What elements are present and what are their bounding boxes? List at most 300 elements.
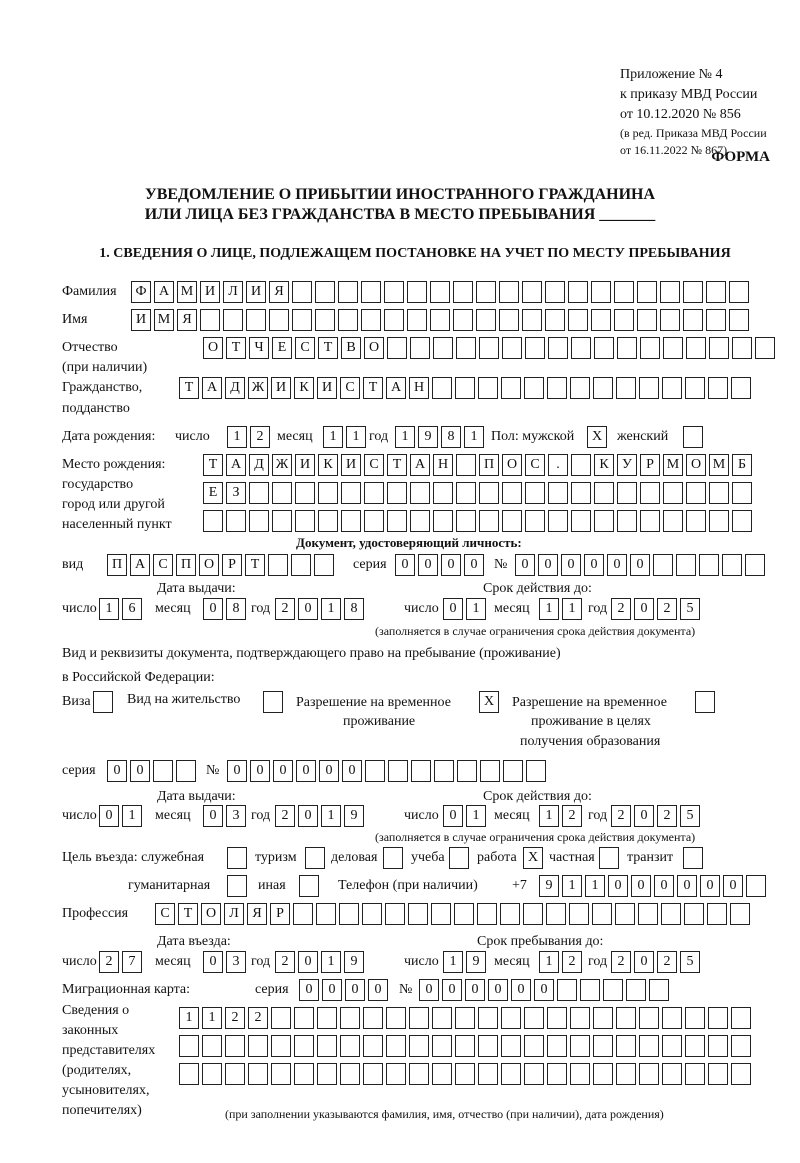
char-box[interactable] <box>223 309 243 331</box>
char-box[interactable] <box>592 903 612 925</box>
char-box[interactable] <box>547 377 567 399</box>
char-box[interactable] <box>663 337 683 359</box>
doc-number-field[interactable] <box>515 554 768 576</box>
char-box[interactable] <box>314 554 334 576</box>
char-box[interactable] <box>640 510 660 532</box>
char-box[interactable]: 0 <box>634 805 654 827</box>
char-box[interactable] <box>684 903 704 925</box>
right-issue-year-field[interactable] <box>275 805 367 827</box>
char-box[interactable]: 0 <box>584 554 604 576</box>
birth-month-field[interactable] <box>323 426 369 448</box>
char-box[interactable]: 1 <box>464 426 484 448</box>
right-number-field[interactable] <box>227 760 549 782</box>
char-box[interactable]: 0 <box>203 805 223 827</box>
char-box[interactable] <box>225 1063 245 1085</box>
char-box[interactable]: Р <box>222 554 242 576</box>
char-box[interactable] <box>580 979 600 1001</box>
char-box[interactable]: А <box>226 454 246 476</box>
char-box[interactable] <box>594 510 614 532</box>
char-box[interactable] <box>570 1007 590 1029</box>
char-box[interactable] <box>731 377 751 399</box>
char-box[interactable] <box>662 1007 682 1029</box>
char-box[interactable] <box>409 1035 429 1057</box>
char-box[interactable] <box>386 1007 406 1029</box>
char-box[interactable] <box>685 1007 705 1029</box>
char-box[interactable] <box>685 1063 705 1085</box>
char-box[interactable]: 0 <box>227 760 247 782</box>
doc-valid-day-field[interactable] <box>443 598 489 620</box>
char-box[interactable] <box>386 1063 406 1085</box>
char-box[interactable]: 2 <box>611 598 631 620</box>
char-box[interactable]: 0 <box>296 760 316 782</box>
rep2-field[interactable] <box>179 1035 754 1057</box>
char-box[interactable] <box>639 377 659 399</box>
char-box[interactable]: 2 <box>562 951 582 973</box>
char-box[interactable] <box>709 482 729 504</box>
rep3-field[interactable] <box>179 1063 754 1085</box>
char-box[interactable]: 8 <box>344 598 364 620</box>
char-box[interactable] <box>722 554 742 576</box>
char-box[interactable]: 0 <box>345 979 365 1001</box>
char-box[interactable]: 0 <box>442 979 462 1001</box>
char-box[interactable] <box>732 510 752 532</box>
char-box[interactable]: 9 <box>344 805 364 827</box>
char-box[interactable]: Я <box>177 309 197 331</box>
char-box[interactable] <box>548 482 568 504</box>
char-box[interactable]: X <box>523 847 543 869</box>
char-box[interactable]: 8 <box>441 426 461 448</box>
char-box[interactable] <box>202 1063 222 1085</box>
char-box[interactable]: А <box>410 454 430 476</box>
char-box[interactable] <box>387 337 407 359</box>
char-box[interactable]: 0 <box>273 760 293 782</box>
char-box[interactable] <box>409 1007 429 1029</box>
char-box[interactable]: С <box>295 337 315 359</box>
char-box[interactable] <box>317 1063 337 1085</box>
char-box[interactable]: И <box>200 281 220 303</box>
char-box[interactable] <box>639 1035 659 1057</box>
char-box[interactable] <box>226 510 246 532</box>
char-box[interactable] <box>524 1007 544 1029</box>
birth-day-field[interactable] <box>227 426 273 448</box>
char-box[interactable] <box>479 337 499 359</box>
char-box[interactable] <box>653 554 673 576</box>
char-box[interactable]: Ж <box>248 377 268 399</box>
char-box[interactable]: 2 <box>611 951 631 973</box>
char-box[interactable] <box>410 337 430 359</box>
name-field[interactable] <box>131 309 752 331</box>
char-box[interactable]: 0 <box>443 598 463 620</box>
char-box[interactable]: 1 <box>321 598 341 620</box>
char-box[interactable]: 8 <box>226 598 246 620</box>
char-box[interactable] <box>616 377 636 399</box>
char-box[interactable]: В <box>341 337 361 359</box>
char-box[interactable] <box>456 337 476 359</box>
char-box[interactable] <box>683 281 703 303</box>
char-box[interactable] <box>729 309 749 331</box>
char-box[interactable]: 0 <box>322 979 342 1001</box>
char-box[interactable] <box>615 903 635 925</box>
char-box[interactable] <box>732 337 752 359</box>
char-box[interactable]: Н <box>433 454 453 476</box>
char-box[interactable] <box>455 1063 475 1085</box>
char-box[interactable] <box>522 309 542 331</box>
char-box[interactable]: 1 <box>179 1007 199 1029</box>
char-box[interactable] <box>571 454 591 476</box>
char-box[interactable]: Л <box>224 903 244 925</box>
char-box[interactable] <box>571 510 591 532</box>
char-box[interactable]: 9 <box>344 951 364 973</box>
char-box[interactable] <box>272 510 292 532</box>
char-box[interactable] <box>432 1063 452 1085</box>
char-box[interactable] <box>454 903 474 925</box>
char-box[interactable]: 1 <box>466 805 486 827</box>
char-box[interactable] <box>179 1035 199 1057</box>
char-box[interactable]: Я <box>247 903 267 925</box>
char-box[interactable]: X <box>587 426 607 448</box>
char-box[interactable]: Е <box>203 482 223 504</box>
char-box[interactable]: Н <box>409 377 429 399</box>
char-box[interactable]: 2 <box>248 1007 268 1029</box>
char-box[interactable] <box>708 377 728 399</box>
char-box[interactable] <box>409 1063 429 1085</box>
char-box[interactable]: Т <box>203 454 223 476</box>
char-box[interactable] <box>686 482 706 504</box>
char-box[interactable]: О <box>201 903 221 925</box>
char-box[interactable] <box>363 1063 383 1085</box>
char-box[interactable] <box>557 979 577 1001</box>
mc-number-field[interactable] <box>419 979 672 1001</box>
p-service-field[interactable] <box>227 847 250 869</box>
char-box[interactable] <box>522 281 542 303</box>
char-box[interactable] <box>294 1035 314 1057</box>
char-box[interactable]: 0 <box>654 875 674 897</box>
char-box[interactable]: 0 <box>99 805 119 827</box>
char-box[interactable]: 0 <box>630 554 650 576</box>
right-valid-day-field[interactable] <box>443 805 489 827</box>
char-box[interactable]: 0 <box>250 760 270 782</box>
char-box[interactable] <box>93 691 113 713</box>
char-box[interactable] <box>616 1035 636 1057</box>
char-box[interactable]: 0 <box>511 979 531 1001</box>
char-box[interactable]: М <box>663 454 683 476</box>
char-box[interactable] <box>362 903 382 925</box>
char-box[interactable]: П <box>107 554 127 576</box>
char-box[interactable] <box>363 1035 383 1057</box>
char-box[interactable]: 2 <box>657 598 677 620</box>
char-box[interactable] <box>339 903 359 925</box>
birthplace3-field[interactable] <box>203 510 755 532</box>
p-tourism-field[interactable] <box>305 847 328 869</box>
char-box[interactable]: Ж <box>272 454 292 476</box>
char-box[interactable]: 0 <box>368 979 388 1001</box>
char-box[interactable]: 5 <box>680 951 700 973</box>
char-box[interactable]: Р <box>270 903 290 925</box>
char-box[interactable] <box>453 309 473 331</box>
char-box[interactable] <box>617 482 637 504</box>
char-box[interactable] <box>318 510 338 532</box>
char-box[interactable] <box>594 482 614 504</box>
char-box[interactable] <box>249 510 269 532</box>
char-box[interactable]: 0 <box>464 554 484 576</box>
char-box[interactable]: 0 <box>538 554 558 576</box>
char-box[interactable]: 0 <box>465 979 485 1001</box>
char-box[interactable]: О <box>686 454 706 476</box>
char-box[interactable] <box>202 1035 222 1057</box>
char-box[interactable]: 1 <box>202 1007 222 1029</box>
char-box[interactable]: 1 <box>562 598 582 620</box>
right-series-field[interactable] <box>107 760 199 782</box>
char-box[interactable] <box>388 760 408 782</box>
char-box[interactable]: Р <box>640 454 660 476</box>
char-box[interactable] <box>640 482 660 504</box>
char-box[interactable]: И <box>317 377 337 399</box>
p-transit-field[interactable] <box>683 847 706 869</box>
char-box[interactable] <box>663 510 683 532</box>
char-box[interactable]: 5 <box>680 598 700 620</box>
char-box[interactable] <box>385 903 405 925</box>
char-box[interactable]: Я <box>269 281 289 303</box>
stay-month-field[interactable] <box>539 951 585 973</box>
char-box[interactable] <box>745 554 765 576</box>
char-box[interactable] <box>732 482 752 504</box>
char-box[interactable] <box>546 903 566 925</box>
char-box[interactable] <box>433 337 453 359</box>
char-box[interactable] <box>708 1063 728 1085</box>
char-box[interactable]: И <box>131 309 151 331</box>
char-box[interactable] <box>708 1007 728 1029</box>
char-box[interactable] <box>478 1007 498 1029</box>
char-box[interactable] <box>365 760 385 782</box>
char-box[interactable] <box>614 309 634 331</box>
char-box[interactable] <box>341 510 361 532</box>
char-box[interactable] <box>411 760 431 782</box>
char-box[interactable] <box>434 760 454 782</box>
char-box[interactable]: М <box>177 281 197 303</box>
char-box[interactable] <box>683 847 703 869</box>
char-box[interactable] <box>614 281 634 303</box>
char-box[interactable] <box>340 1063 360 1085</box>
char-box[interactable]: 2 <box>275 951 295 973</box>
char-box[interactable] <box>503 760 523 782</box>
char-box[interactable]: 0 <box>203 598 223 620</box>
char-box[interactable]: . <box>548 454 568 476</box>
char-box[interactable] <box>433 482 453 504</box>
char-box[interactable] <box>499 281 519 303</box>
char-box[interactable]: 9 <box>466 951 486 973</box>
char-box[interactable]: 0 <box>607 554 627 576</box>
char-box[interactable] <box>387 482 407 504</box>
char-box[interactable] <box>227 847 247 869</box>
char-box[interactable] <box>476 309 496 331</box>
entry-day-field[interactable] <box>99 951 145 973</box>
char-box[interactable] <box>523 903 543 925</box>
char-box[interactable]: З <box>226 482 246 504</box>
char-box[interactable]: 1 <box>321 805 341 827</box>
char-box[interactable] <box>593 1035 613 1057</box>
char-box[interactable] <box>432 1035 452 1057</box>
char-box[interactable]: 2 <box>225 1007 245 1029</box>
char-box[interactable] <box>699 554 719 576</box>
char-box[interactable] <box>639 1063 659 1085</box>
char-box[interactable] <box>384 309 404 331</box>
char-box[interactable]: К <box>594 454 614 476</box>
char-box[interactable] <box>457 760 477 782</box>
char-box[interactable] <box>431 903 451 925</box>
char-box[interactable] <box>499 309 519 331</box>
char-box[interactable] <box>524 1035 544 1057</box>
char-box[interactable] <box>568 309 588 331</box>
char-box[interactable] <box>479 510 499 532</box>
char-box[interactable] <box>708 1035 728 1057</box>
char-box[interactable]: 1 <box>539 805 559 827</box>
char-box[interactable]: 0 <box>342 760 362 782</box>
char-box[interactable]: 0 <box>608 875 628 897</box>
char-box[interactable] <box>455 1035 475 1057</box>
char-box[interactable] <box>730 903 750 925</box>
char-box[interactable] <box>248 1035 268 1057</box>
char-box[interactable] <box>272 482 292 504</box>
birth-year-field[interactable] <box>395 426 487 448</box>
doc-issue-day-field[interactable] <box>99 598 145 620</box>
char-box[interactable]: 0 <box>298 805 318 827</box>
char-box[interactable] <box>683 309 703 331</box>
char-box[interactable]: 0 <box>723 875 743 897</box>
char-box[interactable]: П <box>176 554 196 576</box>
char-box[interactable] <box>706 309 726 331</box>
char-box[interactable]: 9 <box>539 875 559 897</box>
char-box[interactable] <box>478 1035 498 1057</box>
char-box[interactable]: М <box>154 309 174 331</box>
char-box[interactable]: 3 <box>226 951 246 973</box>
char-box[interactable] <box>524 1063 544 1085</box>
char-box[interactable] <box>315 281 335 303</box>
char-box[interactable] <box>593 377 613 399</box>
char-box[interactable] <box>616 1007 636 1029</box>
char-box[interactable]: 1 <box>562 875 582 897</box>
char-box[interactable]: 5 <box>680 805 700 827</box>
char-box[interactable] <box>502 510 522 532</box>
char-box[interactable] <box>408 903 428 925</box>
char-box[interactable] <box>176 760 196 782</box>
char-box[interactable]: Т <box>179 377 199 399</box>
char-box[interactable]: Т <box>318 337 338 359</box>
doc-issue-year-field[interactable] <box>275 598 367 620</box>
char-box[interactable] <box>649 979 669 1001</box>
char-box[interactable]: К <box>294 377 314 399</box>
char-box[interactable] <box>361 281 381 303</box>
char-box[interactable]: С <box>364 454 384 476</box>
char-box[interactable]: 0 <box>634 951 654 973</box>
char-box[interactable] <box>662 1063 682 1085</box>
char-box[interactable]: 2 <box>275 805 295 827</box>
char-box[interactable]: С <box>340 377 360 399</box>
stay-year-field[interactable] <box>611 951 703 973</box>
citizenship-field[interactable] <box>179 377 754 399</box>
char-box[interactable]: Д <box>249 454 269 476</box>
profession-field[interactable] <box>155 903 753 925</box>
stay-day-field[interactable] <box>443 951 489 973</box>
char-box[interactable]: 2 <box>562 805 582 827</box>
char-box[interactable]: 0 <box>515 554 535 576</box>
char-box[interactable] <box>384 281 404 303</box>
char-box[interactable]: 0 <box>634 598 654 620</box>
char-box[interactable] <box>364 482 384 504</box>
residence-field[interactable] <box>263 691 286 713</box>
char-box[interactable]: А <box>130 554 150 576</box>
char-box[interactable]: 7 <box>122 951 142 973</box>
char-box[interactable] <box>338 281 358 303</box>
char-box[interactable]: 1 <box>122 805 142 827</box>
char-box[interactable]: А <box>154 281 174 303</box>
entry-year-field[interactable] <box>275 951 367 973</box>
char-box[interactable] <box>502 337 522 359</box>
char-box[interactable] <box>430 281 450 303</box>
char-box[interactable]: 3 <box>226 805 246 827</box>
p-study-field[interactable] <box>449 847 472 869</box>
char-box[interactable] <box>383 847 403 869</box>
char-box[interactable]: И <box>341 454 361 476</box>
char-box[interactable] <box>361 309 381 331</box>
char-box[interactable] <box>430 309 450 331</box>
char-box[interactable] <box>525 482 545 504</box>
char-box[interactable] <box>432 1007 452 1029</box>
char-box[interactable] <box>501 1007 521 1029</box>
char-box[interactable] <box>500 903 520 925</box>
char-box[interactable] <box>570 1035 590 1057</box>
char-box[interactable] <box>225 1035 245 1057</box>
entry-month-field[interactable] <box>203 951 249 973</box>
char-box[interactable] <box>295 482 315 504</box>
char-box[interactable] <box>203 510 223 532</box>
char-box[interactable]: 0 <box>298 598 318 620</box>
char-box[interactable] <box>179 1063 199 1085</box>
char-box[interactable] <box>502 482 522 504</box>
char-box[interactable] <box>591 281 611 303</box>
char-box[interactable] <box>271 1007 291 1029</box>
char-box[interactable] <box>271 1035 291 1057</box>
char-box[interactable]: 1 <box>466 598 486 620</box>
right-valid-year-field[interactable] <box>611 805 703 827</box>
temp-res-field[interactable] <box>479 691 502 713</box>
char-box[interactable] <box>709 337 729 359</box>
char-box[interactable]: С <box>525 454 545 476</box>
char-box[interactable]: 1 <box>323 426 343 448</box>
char-box[interactable] <box>525 337 545 359</box>
sex-male-field[interactable] <box>587 426 610 448</box>
char-box[interactable]: Е <box>272 337 292 359</box>
char-box[interactable]: 1 <box>539 598 559 620</box>
char-box[interactable] <box>477 903 497 925</box>
char-box[interactable] <box>453 281 473 303</box>
char-box[interactable] <box>547 1007 567 1029</box>
char-box[interactable]: 2 <box>99 951 119 973</box>
char-box[interactable] <box>455 377 475 399</box>
char-box[interactable] <box>295 510 315 532</box>
char-box[interactable]: С <box>155 903 175 925</box>
char-box[interactable]: 1 <box>443 951 463 973</box>
right-issue-day-field[interactable] <box>99 805 145 827</box>
char-box[interactable]: 1 <box>395 426 415 448</box>
char-box[interactable] <box>593 1007 613 1029</box>
char-box[interactable]: П <box>479 454 499 476</box>
p-other-field[interactable] <box>299 875 322 897</box>
char-box[interactable] <box>683 426 703 448</box>
char-box[interactable] <box>570 1063 590 1085</box>
char-box[interactable] <box>455 1007 475 1029</box>
char-box[interactable]: О <box>364 337 384 359</box>
char-box[interactable] <box>478 1063 498 1085</box>
